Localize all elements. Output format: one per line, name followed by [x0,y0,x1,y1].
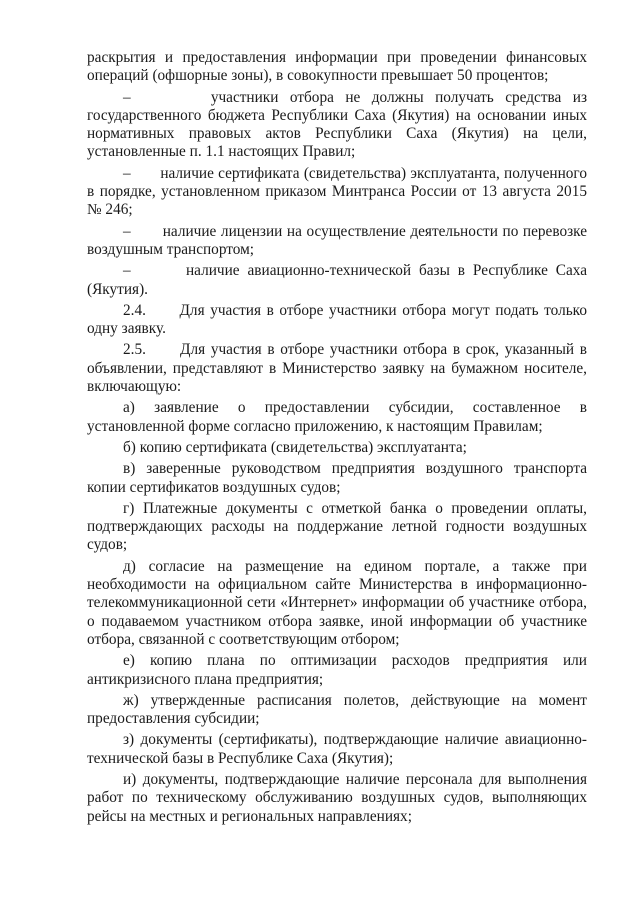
dash-mark: – [123,88,131,106]
dash-item-text: наличие авиационно-технической базы в Республике Саха (Якутия). [87,262,587,298]
subitem-a: а) заявление о предоставлении субсидии, составленное в установленной форме согласно приложению, к настоящим Правилам; [87,399,587,435]
clause-text: Для участия в отборе участники отбора в срок, указанный в объявлении, представляют в Министерство заявку на бумажном носителе, включающую: [87,341,587,396]
subitem-d: д) согласие на размещение на едином портале, а также при необходимости на официальном сайте Министерства в информационно-телекоммуникационной сети «Интернет» информации об участнике отбора, о подаваемом участником отбора заявке, иной информации об участнике отбора, связанной с соответствующим отбором; [87,557,587,648]
dash-item-certificate [87,165,587,220]
dash-mark: – [123,164,131,182]
subitem-v: в) заверенные руководством предприятия воздушного транспорта копии сертификатов воздушных судов; [87,460,587,496]
dash-item-text: участники отбора не должны получать средства из государственного бюджета Республики Саха (Якутия) на основании иных нормативных правовых актов Республики Саха (Якутия) на цели, установленные п. 1.1 настоящих Правил; [87,88,587,161]
subitem-z: з) документы (сертификаты), подтверждающие наличие авиационно-технической базы в Республике Саха (Якутия); [87,731,587,767]
dash-mark: – [123,222,131,240]
clause-2-4 [87,302,587,339]
dash-item-text: наличие лицензии на осуществление деятельности по перевозке воздушным транспортом; [87,222,587,258]
clause-text: Для участия в отборе участники отбора могут подать только одну заявку. [87,301,587,338]
dash-item-text: наличие сертификата (свидетельства) эксплуатанта, полученного в порядке, установленном приказом Минтранса России от 13 августа 2015 № 246; [87,164,587,219]
subitem-e: е) копию плана по оптимизации расходов предприятия или антикризисного плана предприятия; [87,652,587,688]
clause-2-5 [87,341,587,396]
dash-item-license [87,223,587,260]
clause-number: 2.4. [123,301,146,319]
paragraph-continuation: раскрытия и предоставления информации при проведении финансовых операций (офшорные зоны), в совокупности превышает 50 процентов; [87,49,587,85]
document-page [87,49,587,829]
subitem-i: и) документы, подтверждающие наличие персонала для выполнения работ по техническому обслуживанию воздушных судов, выполняющих рейсы на местных и региональных направлениях; [87,770,587,825]
subitem-zh: ж) утвержденные расписания полетов, действующие на момент предоставления субсидии; [87,691,587,728]
dash-item-base [87,262,587,299]
clause-number: 2.5. [123,341,146,359]
subitem-b: б) копию сертификата (свидетельства) эксплуатанта; [123,438,467,456]
dash-item-budget [87,89,587,162]
dash-mark: – [123,262,131,280]
subitem-g: г) Платежные документы с отметкой банка о проведении оплаты, подтверждающих расходы на поддержание летной годности воздушных судов; [87,499,587,554]
